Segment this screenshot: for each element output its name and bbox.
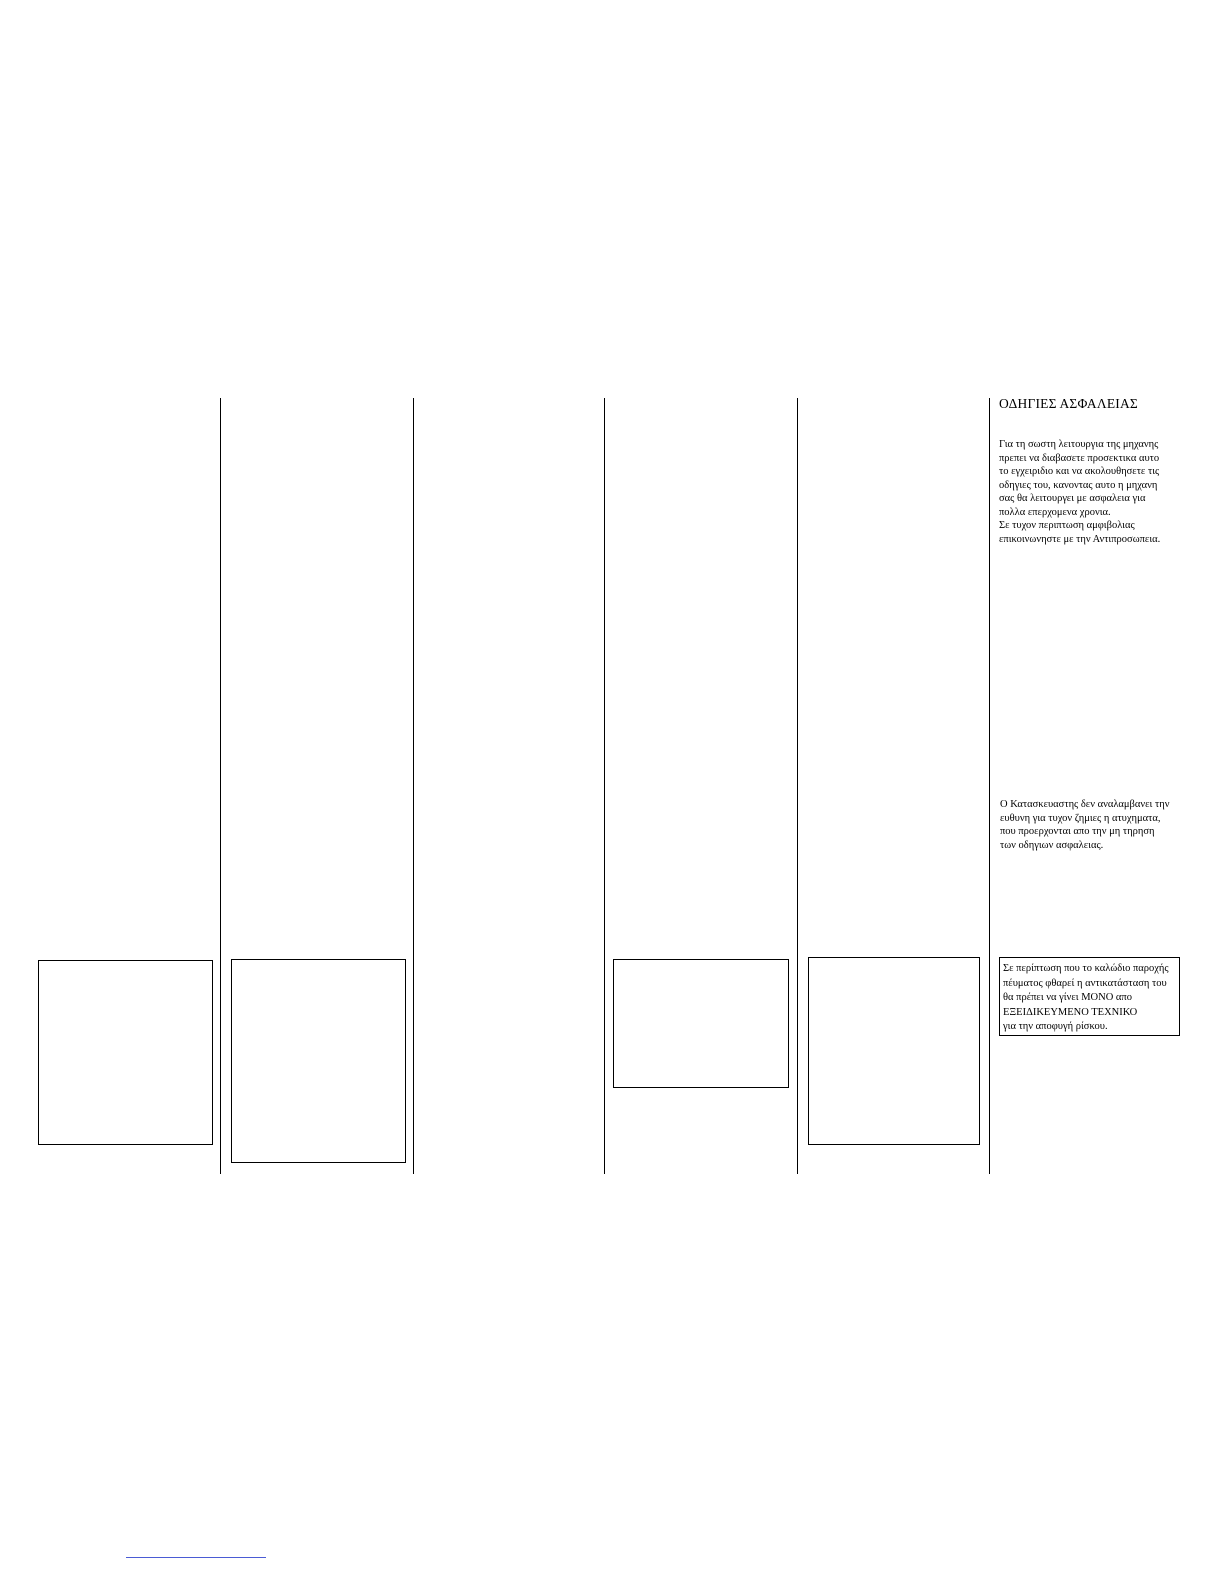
intro-line: το εγχειριδιο και να ακολουθησετε τις bbox=[999, 466, 1160, 477]
empty-frame-col2 bbox=[231, 959, 406, 1163]
warning-line: πέυματος φθαρεί η αντικατάσταση του bbox=[1003, 977, 1167, 989]
intro-line: οδηγιες του, κανοντας αυτο η μηχανη bbox=[999, 479, 1158, 491]
intro-line: σας θα λειτουργει με ασφαλεια για bbox=[999, 493, 1146, 504]
warning-line: ΕΞΕΙΔΙΚΕΥΜΕΝΟ ΤΕΧΝΙΚΟ bbox=[1003, 1006, 1138, 1018]
intro-line: Για τη σωστη λειτουργια της μηχανης bbox=[999, 439, 1159, 450]
warning-line: για την αποφυγή ρίσκου. bbox=[1003, 1021, 1108, 1032]
manufacturer-disclaimer bbox=[1000, 798, 1190, 852]
safety-intro-paragraph bbox=[999, 438, 1189, 546]
column-divider-5 bbox=[989, 398, 990, 1174]
power-cable-warning-box bbox=[999, 957, 1180, 1036]
column-divider-4 bbox=[797, 398, 798, 1174]
safety-title: ΟΔΗΓΙΕΣ ΑΣΦΑΛΕΙΑΣ bbox=[999, 396, 1138, 411]
column-divider-2 bbox=[413, 398, 414, 1174]
intro-line: επικοινωνηστε με την Αντιπροσωπεια. bbox=[999, 533, 1161, 545]
disclaimer-line: των οδηγιων ασφαλειας. bbox=[1000, 839, 1104, 851]
column-divider-3 bbox=[604, 398, 605, 1174]
warning-line: Σε περίπτωση που το καλώδιο παροχής bbox=[1003, 963, 1169, 974]
warning-line: θα πρέπει να γίνει ΜΟΝΟ απο bbox=[1003, 992, 1132, 1003]
disclaimer-line: Ο Κατασκευαστης δεν αναλαμβανει την bbox=[1000, 799, 1170, 810]
disclaimer-line: ευθυνη για τυχον ζημιες η ατυχηματα, bbox=[1000, 812, 1161, 824]
intro-line: πρεπει να διαβασετε προσεκτικα αυτο bbox=[999, 452, 1160, 464]
intro-line: Σε τυχον περιπτωση αμφιβολιας bbox=[999, 520, 1135, 531]
empty-frame-col1 bbox=[38, 960, 213, 1145]
empty-frame-col4 bbox=[613, 959, 789, 1088]
empty-frame-col5 bbox=[808, 957, 980, 1145]
column-divider-1 bbox=[220, 398, 221, 1174]
intro-line: πολλα επερχομενα χρονια. bbox=[999, 506, 1111, 518]
footer-underline bbox=[126, 1557, 266, 1558]
disclaimer-line: που προερχονται απο την μη τηρηση bbox=[1000, 826, 1155, 837]
